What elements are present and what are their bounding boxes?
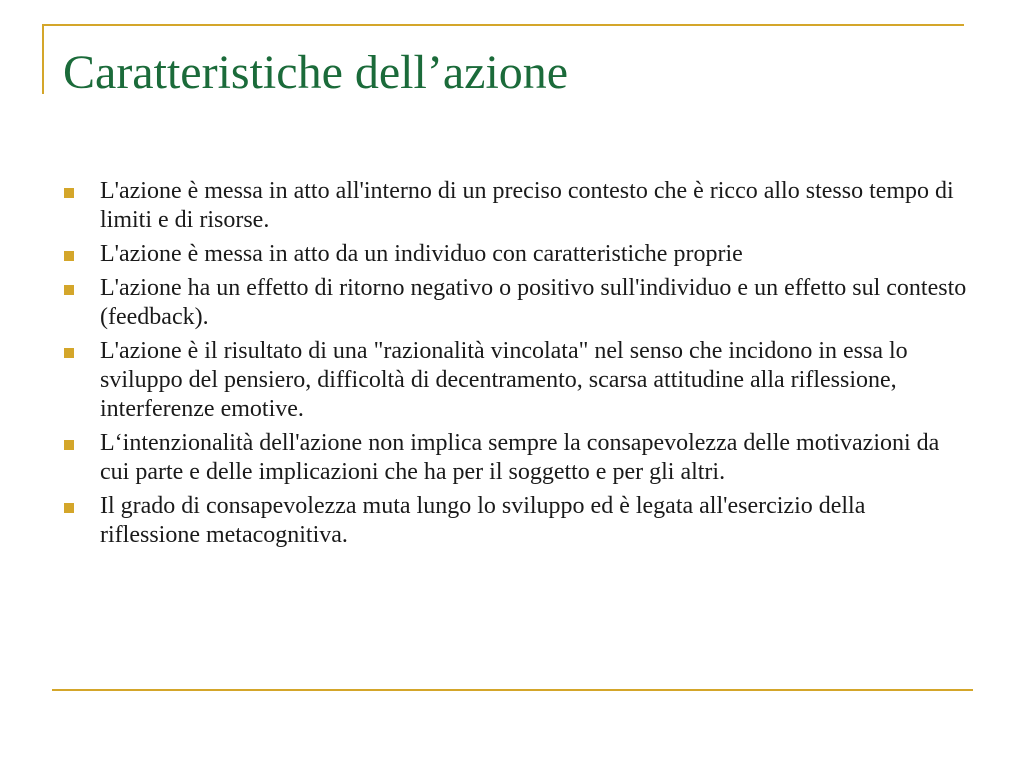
bullet-text: L'azione è il risultato di una "razionalità vincolata" nel senso che incidono in essa lo sviluppo del pensiero, difficoltà di decentramento, scarsa attitudine alla riflessione, interferenze emotive. <box>100 338 908 422</box>
bullet-text: L'azione è messa in atto da un individuo con caratteristiche proprie <box>100 241 743 267</box>
bullet-item <box>62 337 967 424</box>
bullet-item <box>62 240 967 269</box>
bullet-text: L‘intenzionalità dell'azione non implica sempre la consapevolezza delle motivazioni da cui parte e delle implicazioni che ha per il soggetto e per gli altri. <box>100 430 940 485</box>
square-bullet-icon <box>64 440 74 450</box>
bullet-text: L'azione ha un effetto di ritorno negativo o positivo sull'individuo e un effetto sul contesto (feedback). <box>100 275 967 330</box>
square-bullet-icon <box>64 251 74 261</box>
bullet-item <box>62 429 967 487</box>
square-bullet-icon <box>64 285 74 295</box>
bullet-list <box>62 177 967 555</box>
left-frame-line <box>42 24 44 94</box>
bottom-frame-line <box>52 689 973 691</box>
square-bullet-icon <box>64 188 74 198</box>
bullet-text: L'azione è messa in atto all'interno di un preciso contesto che è ricco allo stesso tempo di limiti e di risorse. <box>100 178 954 233</box>
bullet-text: Il grado di consapevolezza muta lungo lo sviluppo ed è legata all'esercizio della riflessione metacognitiva. <box>100 493 866 548</box>
slide-title: Caratteristiche dell’azione <box>63 46 569 99</box>
bullet-item <box>62 177 967 235</box>
square-bullet-icon <box>64 503 74 513</box>
bullet-item <box>62 274 967 332</box>
bullet-item <box>62 492 967 550</box>
square-bullet-icon <box>64 348 74 358</box>
top-frame-line <box>42 24 964 26</box>
